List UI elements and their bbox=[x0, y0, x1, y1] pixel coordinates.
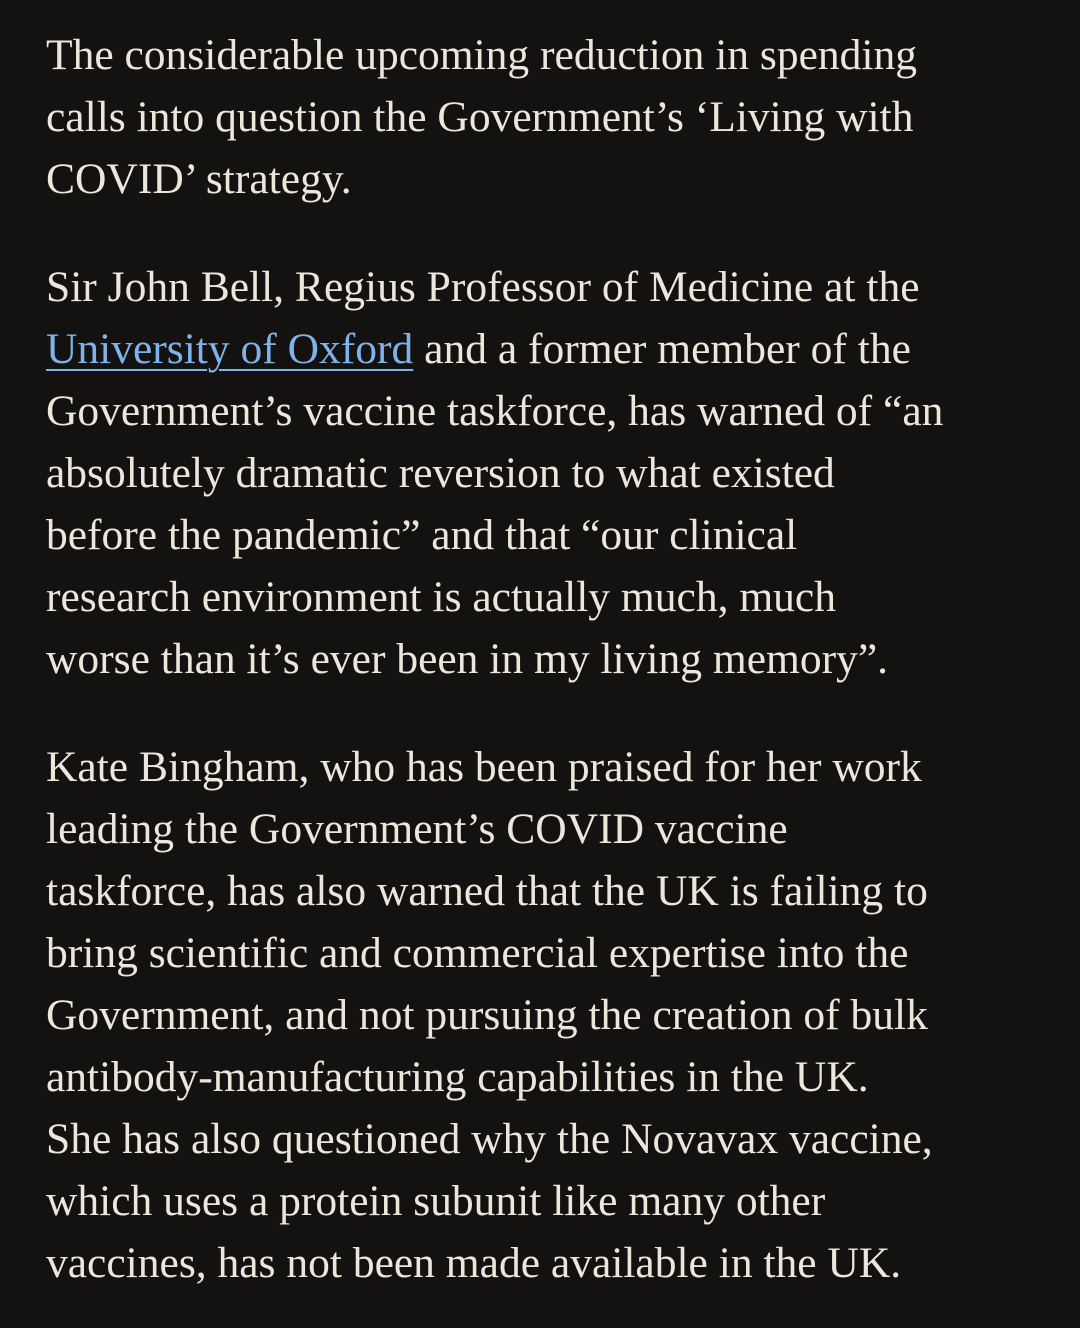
paragraph-line: Government, and not pursuing the creation of bulk bbox=[46, 991, 928, 1039]
paragraph-line: taskforce, has also warned that the UK is failing to bbox=[46, 867, 928, 915]
paragraph-line: She has also questioned why the Novavax vaccine, bbox=[46, 1115, 933, 1163]
paragraph-line: Kate Bingham, who has been praised for her work bbox=[46, 743, 922, 791]
paragraph-line: antibody-manufacturing capabilities in the UK. bbox=[46, 1053, 869, 1101]
article-body bbox=[46, 24, 1046, 1294]
paragraph-line: absolutely dramatic reversion to what existed bbox=[46, 449, 835, 497]
paragraph-line: bring scientific and commercial expertise into the bbox=[46, 929, 909, 977]
paragraph-john-bell bbox=[46, 256, 1046, 690]
paragraph-line: worse than it’s ever been in my living memory”. bbox=[46, 635, 889, 683]
paragraph-line: The considerable upcoming reduction in spending bbox=[46, 31, 917, 79]
paragraph-line: which uses a protein subunit like many other bbox=[46, 1177, 826, 1225]
university-of-oxford-link[interactable]: University of Oxford bbox=[46, 325, 414, 373]
paragraph-line: calls into question the Government’s ‘Living with bbox=[46, 93, 914, 141]
paragraph-line: research environment is actually much, much bbox=[46, 573, 836, 621]
paragraph-line: Government’s vaccine taskforce, has warned of “an bbox=[46, 387, 944, 435]
paragraph-kate-bingham bbox=[46, 736, 1046, 1294]
paragraph-living-with-covid bbox=[46, 24, 1046, 210]
paragraph-line: Sir John Bell, Regius Professor of Medicine at the bbox=[46, 263, 920, 311]
paragraph-line-with-link bbox=[46, 318, 1046, 380]
paragraph-line-text: and a former member of the bbox=[413, 325, 911, 373]
paragraph-line: vaccines, has not been made available in the UK. bbox=[46, 1239, 902, 1287]
paragraph-line: COVID’ strategy. bbox=[46, 155, 352, 203]
paragraph-line: leading the Government’s COVID vaccine bbox=[46, 805, 788, 853]
paragraph-line: before the pandemic” and that “our clinical bbox=[46, 511, 798, 559]
